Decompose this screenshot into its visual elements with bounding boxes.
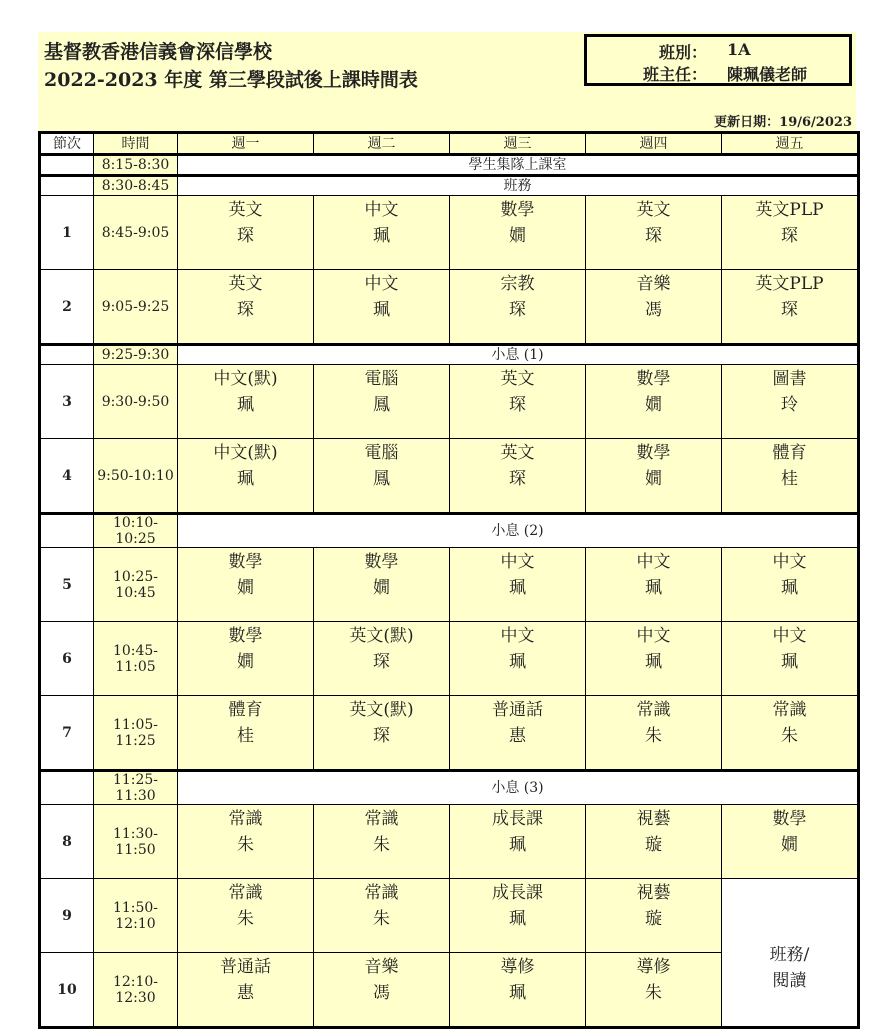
time-slot: 12:10-12:30	[94, 953, 178, 1028]
lesson-row	[40, 879, 859, 953]
lesson-cell	[586, 548, 722, 622]
lesson-cell	[178, 365, 314, 439]
lesson-cell	[722, 365, 859, 439]
period-number: 8	[40, 805, 94, 879]
teacher-name: 桂	[781, 469, 798, 489]
break-row	[40, 514, 859, 548]
period-number: 5	[40, 548, 94, 622]
lesson-cell	[586, 805, 722, 879]
lesson-cell	[722, 622, 859, 696]
lesson-cell	[586, 879, 722, 953]
school-name: 基督教香港信義會深信學校	[44, 41, 273, 63]
time-slot: 9:30-9:50	[94, 365, 178, 439]
lesson-cell	[178, 696, 314, 771]
timetable	[38, 131, 860, 1029]
teacher-name: 珮	[237, 395, 254, 415]
period-number: 3	[40, 365, 94, 439]
teacher-name: 朱	[373, 835, 390, 855]
time-slot: 9:50-10:10	[94, 439, 178, 514]
teacher-name: 朱	[781, 726, 798, 746]
subject-name: 常識	[228, 809, 263, 829]
subject-name: 英文(默)	[349, 626, 414, 646]
teacher-name: 琛	[237, 226, 254, 246]
break-row	[40, 345, 859, 365]
teacher-name: 琛	[781, 300, 798, 320]
lesson-cell	[314, 805, 450, 879]
subject-name: 中文	[364, 200, 399, 220]
lesson-cell	[722, 696, 859, 771]
time-slot: 11:25-11:30	[94, 771, 178, 805]
subject-name: 體育	[772, 443, 807, 463]
subject-name: 中文	[772, 552, 807, 572]
lesson-cell	[314, 548, 450, 622]
teacher-name: 馮	[645, 300, 662, 320]
lesson-cell	[314, 696, 450, 771]
subject-name: 體育	[228, 700, 263, 720]
class-label: 班別：	[658, 43, 707, 62]
teacher-name: 珮	[645, 652, 662, 672]
subject-name: 音樂	[636, 274, 671, 294]
teacher-name: 珮	[781, 578, 798, 598]
period-number	[40, 514, 94, 548]
lesson-cell	[178, 196, 314, 270]
teacher-name: 琛	[509, 469, 526, 489]
subject-name: 常識	[364, 883, 399, 903]
teacher-name: 桂	[237, 726, 254, 746]
header-row	[40, 133, 859, 155]
header-area	[38, 32, 856, 132]
lesson-row	[40, 805, 859, 879]
lesson-row	[40, 270, 859, 345]
teacher-name: 惠	[237, 983, 254, 1003]
teacher-name: 珮	[237, 469, 254, 489]
lesson-row	[40, 696, 859, 771]
lesson-cell	[450, 696, 586, 771]
period-number: 4	[40, 439, 94, 514]
subject-name: 成長課	[492, 883, 543, 903]
subject-name: 普通話	[220, 957, 271, 977]
teacher-name: 惠	[509, 726, 526, 746]
lesson-cell	[178, 805, 314, 879]
subject-name: 數學	[364, 552, 399, 572]
teacher-name: 珮	[509, 652, 526, 672]
timetable-title: 2022-2023 年度 第三學段試後上課時間表	[44, 69, 418, 91]
subject-name: 成長課	[492, 809, 543, 829]
class-value: 1A	[727, 40, 751, 59]
subject-name: 數學	[500, 200, 535, 220]
subject-name: 中文(默)	[213, 443, 278, 463]
teacher-name: 朱	[237, 835, 254, 855]
subject-name: 視藝	[636, 883, 671, 903]
lesson-cell	[450, 879, 586, 953]
column-header: 週五	[722, 133, 859, 155]
teacher-name: 琛	[509, 395, 526, 415]
time-slot: 8:15-8:30	[94, 155, 178, 176]
subject-name: 常識	[772, 700, 807, 720]
lesson-row	[40, 439, 859, 514]
subject-name: 圖書	[772, 369, 807, 389]
subject-name: 英文	[636, 200, 671, 220]
subject-name: 英文	[500, 443, 535, 463]
time-slot: 9:05-9:25	[94, 270, 178, 345]
teacher-name: 鳳	[373, 395, 390, 415]
lesson-cell	[314, 196, 450, 270]
lesson-cell	[178, 879, 314, 953]
period-number	[40, 176, 94, 196]
teacher-name: 嫺	[645, 469, 662, 489]
break-row	[40, 176, 859, 196]
column-header: 週二	[314, 133, 450, 155]
school-title	[44, 38, 418, 94]
subject-name: 數學	[636, 443, 671, 463]
class-info-box	[584, 34, 852, 86]
column-header: 週三	[450, 133, 586, 155]
teacher-name: 珮	[645, 578, 662, 598]
subject-name: 數學	[228, 626, 263, 646]
lesson-cell	[586, 365, 722, 439]
teacher-name: 嫺	[509, 226, 526, 246]
lesson-cell	[178, 439, 314, 514]
subject-name: 數學	[228, 552, 263, 572]
teacher-name: 琛	[373, 652, 390, 672]
lesson-cell	[450, 622, 586, 696]
subject-name: 中文	[364, 274, 399, 294]
period-number: 9	[40, 879, 94, 953]
break-label: 小息 (3)	[178, 771, 859, 805]
period-number: 2	[40, 270, 94, 345]
teacher-name: 珮	[509, 983, 526, 1003]
period-number	[40, 771, 94, 805]
subject-name: 英文	[500, 369, 535, 389]
time-slot: 11:50-12:10	[94, 879, 178, 953]
subject-name: 常識	[636, 700, 671, 720]
lesson-cell	[450, 548, 586, 622]
lesson-cell	[586, 696, 722, 771]
lesson-row	[40, 365, 859, 439]
lesson-cell	[586, 622, 722, 696]
break-label: 班務	[178, 176, 859, 196]
lesson-cell	[722, 805, 859, 879]
column-header: 週一	[178, 133, 314, 155]
teacher-value: 陳珮儀老師	[727, 65, 808, 84]
subject-name: 常識	[228, 883, 263, 903]
period-number	[40, 345, 94, 365]
teacher-name: 嫺	[645, 395, 662, 415]
lesson-cell	[450, 270, 586, 345]
lesson-cell	[450, 365, 586, 439]
lesson-cell	[314, 879, 450, 953]
subject-name: 英文(默)	[349, 700, 414, 720]
time-slot: 11:05-11:25	[94, 696, 178, 771]
subject-name: 英文	[228, 274, 263, 294]
lesson-row	[40, 196, 859, 270]
teacher-name: 珮	[509, 909, 526, 929]
teacher-name: 朱	[645, 726, 662, 746]
teacher-name: 嫺	[237, 652, 254, 672]
lesson-cell	[314, 439, 450, 514]
teacher-name: 琛	[373, 726, 390, 746]
subject-name: 中文	[636, 626, 671, 646]
lesson-cell	[722, 270, 859, 345]
lesson-cell	[314, 622, 450, 696]
subject-name: 視藝	[636, 809, 671, 829]
teacher-name: 珮	[509, 835, 526, 855]
time-slot: 8:45-9:05	[94, 196, 178, 270]
teacher-name: 琛	[645, 226, 662, 246]
time-slot: 10:25-10:45	[94, 548, 178, 622]
period-number: 10	[40, 953, 94, 1028]
merged-line-2: 閱讀	[772, 970, 807, 991]
teacher-name: 嫺	[373, 578, 390, 598]
break-label: 小息 (2)	[178, 514, 859, 548]
column-header: 節次	[40, 133, 94, 155]
subject-name: 中文	[636, 552, 671, 572]
teacher-name: 嫺	[781, 835, 798, 855]
break-label: 學生集隊上課室	[178, 155, 859, 176]
period-number	[40, 155, 94, 176]
time-slot: 10:10-10:25	[94, 514, 178, 548]
subject-name: 導修	[500, 957, 535, 977]
merged-line-1: 班務/	[769, 944, 810, 965]
subject-name: 音樂	[364, 957, 399, 977]
teacher-name: 嫺	[237, 578, 254, 598]
subject-name: 中文(默)	[213, 369, 278, 389]
lesson-cell	[178, 548, 314, 622]
lesson-cell	[722, 439, 859, 514]
subject-name: 中文	[772, 626, 807, 646]
teacher-name: 鳳	[373, 469, 390, 489]
lesson-row	[40, 622, 859, 696]
teacher-name: 朱	[237, 909, 254, 929]
updated-date: 更新日期：19/6/2023	[714, 115, 852, 130]
lesson-cell	[586, 270, 722, 345]
lesson-cell	[450, 196, 586, 270]
period-number: 7	[40, 696, 94, 771]
subject-name: 數學	[772, 809, 807, 829]
lesson-cell	[178, 953, 314, 1028]
time-slot: 10:45-11:05	[94, 622, 178, 696]
teacher-name: 璇	[645, 909, 662, 929]
teacher-name: 珮	[373, 226, 390, 246]
teacher-name: 珮	[373, 300, 390, 320]
subject-name: 英文	[228, 200, 263, 220]
teacher-name: 琛	[509, 300, 526, 320]
break-row	[40, 155, 859, 176]
teacher-name: 璇	[645, 835, 662, 855]
period-number: 1	[40, 196, 94, 270]
lesson-cell	[722, 548, 859, 622]
teacher-name: 朱	[645, 983, 662, 1003]
period-number: 6	[40, 622, 94, 696]
subject-name: 普通話	[492, 700, 543, 720]
lesson-cell	[314, 365, 450, 439]
lesson-cell	[450, 805, 586, 879]
subject-name: 電腦	[364, 369, 399, 389]
lesson-cell	[178, 270, 314, 345]
teacher-name: 珮	[781, 652, 798, 672]
break-label: 小息 (1)	[178, 345, 859, 365]
subject-name: 英文PLP	[755, 200, 824, 220]
teacher-name: 琛	[237, 300, 254, 320]
lesson-cell	[450, 439, 586, 514]
merged-friday-cell	[722, 879, 859, 1028]
subject-name: 導修	[636, 957, 671, 977]
lesson-cell	[314, 270, 450, 345]
teacher-name: 馮	[373, 983, 390, 1003]
column-header: 時間	[94, 133, 178, 155]
teacher-name: 玲	[781, 395, 798, 415]
subject-name: 中文	[500, 626, 535, 646]
subject-name: 電腦	[364, 443, 399, 463]
lesson-cell	[450, 953, 586, 1028]
lesson-cell	[586, 196, 722, 270]
subject-name: 常識	[364, 809, 399, 829]
time-slot: 9:25-9:30	[94, 345, 178, 365]
column-header: 週四	[586, 133, 722, 155]
lesson-cell	[586, 953, 722, 1028]
lesson-cell	[178, 622, 314, 696]
time-slot: 11:30-11:50	[94, 805, 178, 879]
lesson-cell	[722, 196, 859, 270]
lesson-row	[40, 548, 859, 622]
break-row	[40, 771, 859, 805]
teacher-name: 琛	[781, 226, 798, 246]
lesson-cell	[586, 439, 722, 514]
teacher-name: 朱	[373, 909, 390, 929]
subject-name: 宗教	[500, 274, 535, 294]
subject-name: 中文	[500, 552, 535, 572]
lesson-cell	[314, 953, 450, 1028]
time-slot: 8:30-8:45	[94, 176, 178, 196]
subject-name: 數學	[636, 369, 671, 389]
subject-name: 英文PLP	[755, 274, 824, 294]
teacher-label: 班主任：	[642, 65, 707, 84]
teacher-name: 珮	[509, 578, 526, 598]
